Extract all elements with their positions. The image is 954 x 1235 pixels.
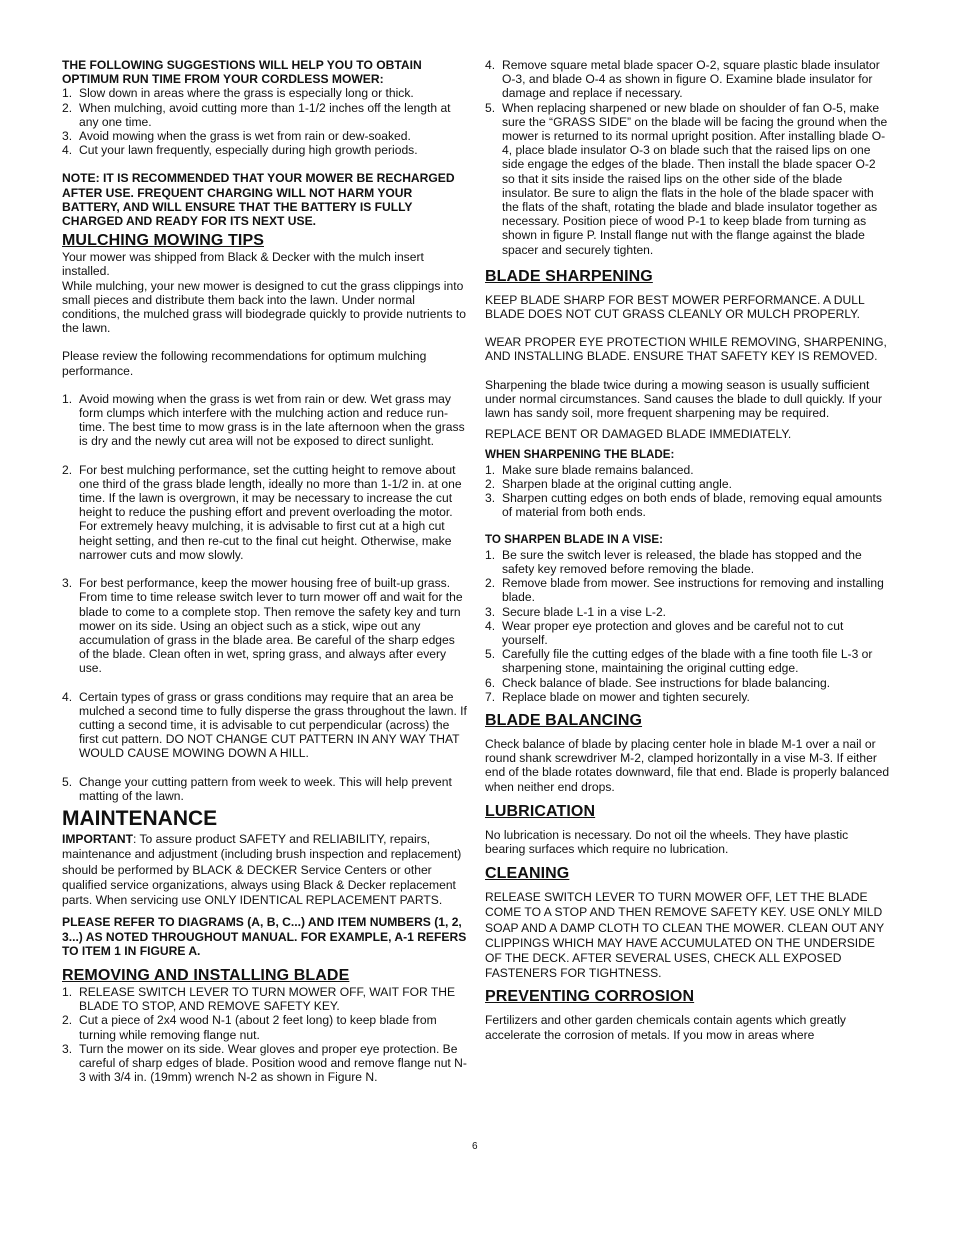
corrosion-paragraph: Fertilizers and other garden chemicals contain agents which greatly accelerate the corrosion of metals. If you mow in areas where	[485, 1013, 846, 1042]
section-heading-balancing: BLADE BALANCING	[485, 711, 643, 729]
list-item: 5. Change your cutting pattern from week to week. This will help prevent matting of the lawn.	[62, 774, 452, 803]
list-item: 3. For best performance, keep the mower housing free of built-up grass. From time to time release switch lever to turn mower off and wait for the blade to come to a complete stop. Then remove the safety key and turn mower on its side. Using an object such as a stick, wipe out any accumulation of grass in the blade area. Be careful of the sharp edges of the blade. Clean often in wet, spring grass, and always after every use.	[62, 576, 463, 676]
list-item: 2. Cut a piece of 2x4 wood N-1 (about 2 feet long) to keep blade from turning while removing flange nut.	[62, 1013, 437, 1042]
section-heading-lubrication: LUBRICATION	[485, 802, 596, 820]
list-item: 7. Replace blade on mower and tighten securely.	[485, 689, 750, 704]
section-heading-cleaning: CLEANING	[485, 865, 570, 883]
sharpening-paragraph: Sharpening the blade twice during a mowing season is usually sufficient under normal circumstances. Sand causes the blade to dull quickly. If your lawn has sandy soil, more frequent sharpening may be required.	[485, 377, 883, 421]
mulching-paragraph: While mulching, your new mower is designed to cut the grass clippings into small pieces and distribute them back into the lawn. Under normal conditions, the mulched grass will biodegrade quickly to provide nutrients to the lawn.	[62, 278, 467, 336]
list-item: 3. Avoid mowing when the grass is wet from rain or dew-soaked.	[62, 129, 411, 144]
removing-blade-list-continued	[485, 58, 890, 257]
list-item: 2. When mulching, avoid cutting more than 1-1/2 inches off the length at any one time.	[62, 100, 451, 129]
section-heading-sharpening: BLADE SHARPENING	[485, 267, 653, 285]
mulching-paragraph: Your mower was shipped from Black & Decker with the mulch insert installed.	[62, 250, 424, 279]
list-item: 1. Slow down in areas where the grass is especially long or thick.	[62, 86, 414, 101]
sharpening-paragraph: KEEP BLADE SHARP FOR BEST MOWER PERFORMANCE. A DULL BLADE DOES NOT CUT GRASS CLEANLY OR MULCH PROPERLY.	[485, 292, 865, 322]
mulching-list	[62, 392, 467, 803]
list-item: 4. Wear proper eye protection and gloves and be careful not to cut yourself.	[485, 618, 844, 647]
section-heading-corrosion: PREVENTING CORROSION	[485, 988, 695, 1006]
list-item: 3. Turn the mower on its side. Wear gloves and proper eye protection. Be careful of sharp edges of blade. Position wood and remove flange nut N-3 with 3/4 in. (19mm) wrench N-2 as shown in Figure N.	[62, 1041, 467, 1085]
list-item: 3. Sharpen cutting edges on both ends of blade, removing equal amounts of material from both ends.	[485, 491, 882, 520]
left-column	[62, 58, 467, 1084]
when-sharpening-list	[485, 463, 890, 520]
right-column	[485, 58, 890, 1042]
list-item: 2. Remove blade from mower. See instructions for removing and installing blade.	[485, 576, 884, 605]
run-time-list	[62, 86, 467, 157]
when-sharpening-subheading: WHEN SHARPENING THE BLADE:	[485, 448, 675, 462]
removing-blade-list	[62, 985, 467, 1084]
list-item: 2. Sharpen blade at the original cutting angle.	[485, 476, 732, 491]
lubrication-paragraph: No lubrication is necessary. Do not oil the wheels. They have plastic bearing surfaces which require no lubrication.	[485, 827, 849, 856]
diagram-reference-note: PLEASE REFER TO DIAGRAMS (A, B, C...) AND ITEM NUMBERS (1, 2, 3...) AS NOTED THROUGHOUT MANUAL. FOR EXAMPLE, A-1 REFERS TO ITEM 1 IN FIGURE A.	[62, 915, 467, 958]
list-item: 2. For best mulching performance, set the cutting height to remove about one third of the grass blade length, ideally no more than 1-1/2 in. at one time. If the lawn is overgrown, it may be necessary to increase the cut height to reduce the pushing effort and prevent overloading the motor. For extremely heavy mulching, it is advisable to first cut at a high cut height setting, and then re-cut to the final cut height. Otherwise, make narrower cuts and mow slowly.	[62, 462, 462, 562]
list-item: 4. Cut your lawn frequently, especially during high growth periods.	[62, 143, 418, 158]
list-item: 1. Be sure the switch lever is released, the blade has stopped and the safety key removed before removing the blade.	[485, 547, 862, 576]
list-item: 3. Secure blade L-1 in a vise L-2.	[485, 604, 667, 619]
list-item: 1. RELEASE SWITCH LEVER TO TURN MOWER OFF, WAIT FOR THE BLADE TO STOP, AND REMOVE SAFETY KEY.	[62, 985, 456, 1014]
important-paragraph: IMPORTANT: To assure product SAFETY and RELIABILITY, repairs, maintenance and adjustment (including brush inspection and replacement) should be performed by BLACK & DECKER Service Centers or other qualified service organizations, always using Black & Decker replacement parts. When servicing use ONLY IDENTICAL REPLACEMENT PARTS.	[62, 831, 462, 908]
vise-subheading: TO SHARPEN BLADE IN A VISE:	[485, 533, 664, 547]
list-item: 6. Check balance of blade. See instructions for blade balancing.	[485, 675, 831, 690]
recharge-note: NOTE: IT IS RECOMMENDED THAT YOUR MOWER BE RECHARGED AFTER USE. FREQUENT CHARGING WILL NOT HARM YOUR BATTERY, AND WILL ENSURE THAT THE BATTERY IS FULLY CHARGED AND READY FOR ITS NEXT USE.	[62, 171, 455, 229]
page-number: 6	[472, 1141, 478, 1152]
list-item: 5. Carefully file the cutting edges of the blade with a fine tooth file L-3 or sharpening stone, maintaining the original cutting edge.	[485, 647, 873, 676]
sharpening-paragraph: WEAR PROPER EYE PROTECTION WHILE REMOVING, SHARPENING, AND INSTALLING BLADE. ENSURE THAT SAFETY KEY IS REMOVED.	[485, 335, 887, 364]
list-item: 4. Certain types of grass or grass conditions may require that an area be mulched a second time to fully disperse the grass throughout the lawn. If cutting a second time, it is advisable to cut perpendicular (across) the first cut pattern. DO NOT CHANGE CUT PATTERN IN ANY WAY THAT WOULD CAUSE MOWING DOWN A HILL.	[62, 689, 467, 761]
sharpening-paragraph: REPLACE BENT OR DAMAGED BLADE IMMEDIATELY.	[485, 427, 792, 442]
run-time-heading: THE FOLLOWING SUGGESTIONS WILL HELP YOU TO OBTAIN OPTIMUM RUN TIME FROM YOUR CORDLESS MOWER:	[62, 58, 422, 87]
list-item: 4. Remove square metal blade spacer O-2, square plastic blade insulator O-3, and blade O-4 as shown in figure O. Examine blade insulator for damage and replace if necessary.	[485, 58, 880, 101]
maintenance-heading: MAINTENANCE	[62, 806, 218, 830]
section-heading-removing-blade: REMOVING AND INSTALLING BLADE	[62, 967, 350, 985]
cleaning-paragraph: RELEASE SWITCH LEVER TO TURN MOWER OFF, LET THE BLADE COME TO A STOP AND THEN REMOVE SAFETY KEY. USE ONLY MILD SOAP AND A DAMP CLOTH TO CLEAN THE MOWER. CLEAN OUT ANY CLIPPINGS WHICH MAY HAVE ACCUMULATED ON THE UNDERSIDE OF THE DECK. AFTER SEVERAL USES, CHECK ALL EXPOSED FASTENERS FOR TIGHTNESS.	[485, 890, 884, 981]
list-item: 1. Make sure blade remains balanced.	[485, 462, 694, 477]
vise-list	[485, 548, 890, 704]
balancing-paragraph: Check balance of blade by placing center hole in blade M-1 over a nail or round shank screwdriver M-2, clamped horizontally in a vise M-3. If either end of the blade rotates downward, file that end. Blade is properly balanced when neither end drops.	[485, 736, 890, 794]
mulching-paragraph: Please review the following recommendations for optimum mulching performance.	[62, 349, 427, 378]
list-item: 5. When replacing sharpened or new blade on shoulder of fan O-5, make sure the “GRASS SIDE” on the blade will be facing the ground when the mower is returned to its normal upright position. After installing blade O-4, place blade insulator O-3 on blade such that the raised lips on one side engage the edges of the blade. Then install the blade spacer O-2 so that it sits inside the raised lips on the other side of the blade insulator. Be sure to align the flats in the hole of the blade spacer with the flats of the shaft, rotating the blade and blade insulator together as necessary. Position piece of wood P-1 to keep blade from turning as shown in figure P. Install flange nut with the flange against the blade spacer and securely tighten.	[485, 100, 888, 257]
section-heading-mulching: MULCHING MOWING TIPS	[62, 232, 264, 250]
list-item: 1. Avoid mowing when the grass is wet from rain or dew. Wet grass may form clumps which interfere with the mulching action and reduce run-time. The best time to mow grass is in the late afternoon when the grass is dry and the newly cut area will not be exposed to direct sunlight.	[62, 391, 465, 449]
